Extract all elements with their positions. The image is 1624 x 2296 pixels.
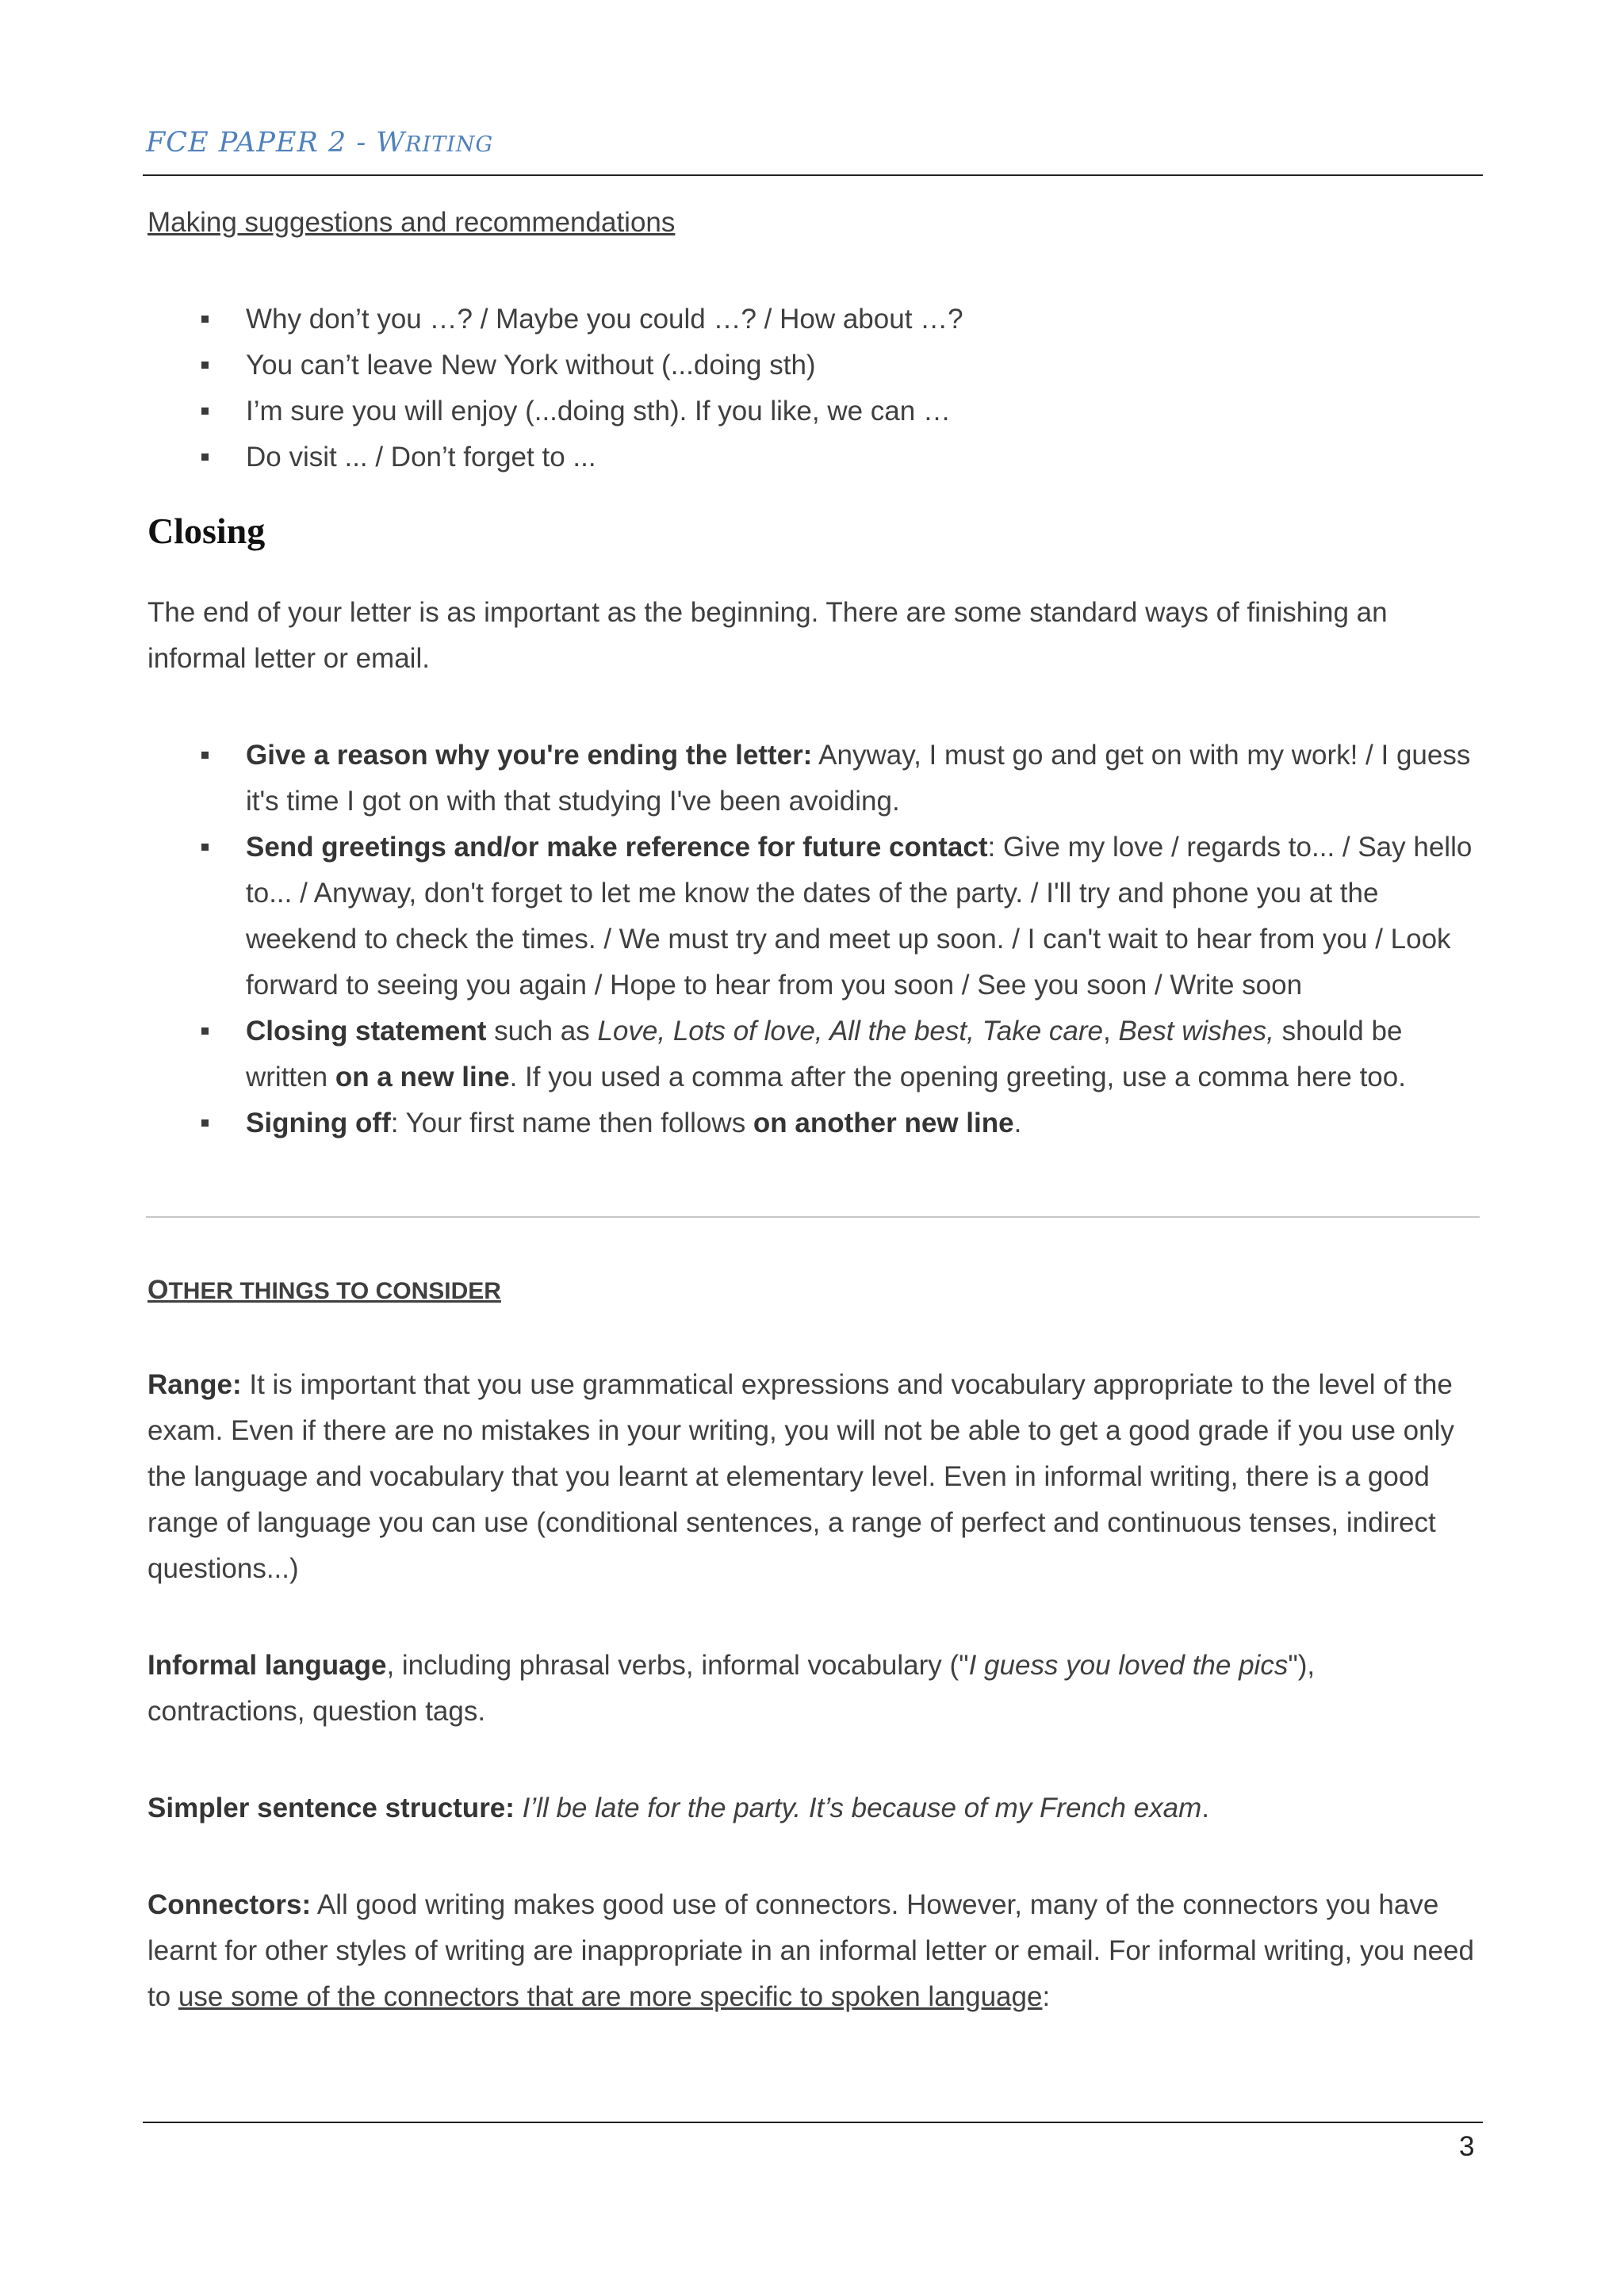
suggestions-heading: Making suggestions and recommendations <box>147 207 676 238</box>
paragraph-text: "), contractions, question tags. <box>147 1650 1316 1727</box>
list-item: Why don’t you …? / Maybe you could …? / How about …? <box>246 297 1480 342</box>
list-item: I’m sure you will enjoy (...doing sth). If you like, we can … <box>246 388 1480 434</box>
bold-term: Signing off <box>246 1108 391 1138</box>
closing-heading: Closing <box>147 511 266 551</box>
paragraph-text <box>515 1793 523 1823</box>
paragraph-text: , including phrasal verbs, informal vocabulary (" <box>386 1650 969 1681</box>
range-paragraph <box>147 1362 1480 1592</box>
simpler-paragraph <box>147 1785 1480 1831</box>
item-text: should be written <box>246 1016 1403 1093</box>
italic-example: Love, Lots of love, All the best, Take care <box>597 1016 1103 1047</box>
running-header <box>146 127 493 159</box>
list-item: You can’t leave New York without (...doing sth) <box>246 342 1480 388</box>
list-item <box>246 825 1480 1008</box>
other-things-heading <box>147 1267 1480 1314</box>
item-text: such as <box>486 1016 598 1047</box>
item-text: , <box>1102 1016 1119 1047</box>
running-header-smallcaps: RITING <box>405 132 494 157</box>
bold-term: Send greetings and/or make reference for future contact <box>246 832 988 863</box>
page-number: 3 <box>1459 2131 1475 2162</box>
heading-initial: O <box>147 1275 169 1305</box>
italic-example: Best wishes, <box>1118 1016 1274 1047</box>
list-item <box>246 1100 1480 1146</box>
italic-example: I guess you loved the pics <box>968 1650 1289 1681</box>
closing-intro: The end of your letter is as important as the beginning. There are some standard ways of finishing an informal letter or email. <box>147 597 1388 674</box>
bold-term: on a new line <box>335 1062 510 1093</box>
list-item <box>246 733 1480 825</box>
italic-example: I’ll be late for the party. It’s because of my French exam <box>522 1793 1202 1823</box>
item-text: : Your first name then follows <box>390 1108 753 1138</box>
underlined-phrase: use some of the connectors that are more specific to spoken language <box>178 1981 1043 2012</box>
paragraph-text: . <box>1201 1793 1210 1823</box>
running-header-main: FCE PAPER 2 - W <box>146 127 406 159</box>
item-text: . <box>1013 1108 1022 1138</box>
item-text: . If you used a comma after the opening greeting, use a comma here too. <box>509 1062 1406 1093</box>
paragraph-text: : <box>1042 1981 1051 2012</box>
bold-term: Range: <box>147 1369 242 1400</box>
paragraph-text: It is important that you use grammatical expressions and vocabulary appropriate to the level of the exam. Even if there are no mistakes in your writing, you will not be able to get a good grade if you use only the language and vocabulary that you learnt at elementary level. Even in informal writing, there is a good range of language you can use (conditional sentences, a range of perfect and continuous tenses, indirect questions...) <box>147 1369 1454 1584</box>
list-item <box>246 1008 1480 1100</box>
item-text: : Give my love / regards to... / Say hello to... / Anyway, don't forget to let me know the dates of the party. / I'll try and phone you at the weekend to check the times. / We must try and meet up soon. / I can't wait to hear from you / Look forward to seeing you again / Hope to hear from you soon / See you soon / Write soon <box>246 832 1473 1001</box>
connectors-paragraph <box>147 1882 1480 2020</box>
bold-term: Give a reason why you're ending the letter: <box>246 740 813 771</box>
suggestions-list <box>147 297 1480 480</box>
bold-term: Informal language <box>147 1650 387 1681</box>
section-divider <box>146 1216 1480 1218</box>
footer-rule <box>143 2122 1483 2123</box>
informal-paragraph <box>147 1643 1480 1735</box>
bold-term: on another new line <box>753 1108 1014 1138</box>
list-item: Do visit ... / Don’t forget to ... <box>246 434 1480 480</box>
bold-term: Connectors: <box>147 1889 312 1920</box>
bold-term: Closing statement <box>246 1016 487 1047</box>
item-text: Anyway, I must go and get on with my work! / I guess it's time I got on with that studying I've been avoiding. <box>246 740 1471 817</box>
heading-rest: THER THINGS TO CONSIDER <box>168 1278 501 1304</box>
closing-list <box>147 733 1480 1146</box>
paragraph-text: All good writing makes good use of connectors. However, many of the connectors you have learnt for other styles of writing are inappropriate in an informal letter or email. For informal writing, you need to <box>147 1889 1474 2012</box>
header-rule <box>143 174 1483 176</box>
page-content <box>147 200 1480 2020</box>
bold-term: Simpler sentence structure: <box>147 1793 515 1823</box>
